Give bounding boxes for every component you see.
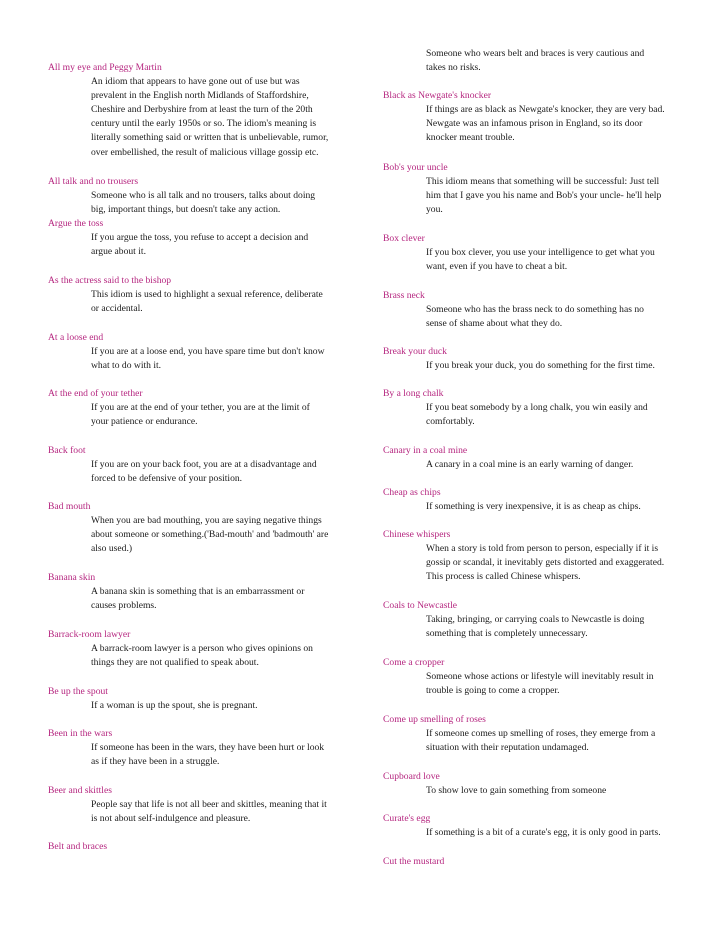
- idiom-term: Cheap as chips: [383, 487, 441, 498]
- idiom-term: At the end of your tether: [48, 388, 143, 399]
- idiom-term: By a long chalk: [383, 388, 444, 399]
- definition-line: Newgate was an infamous prison in England, so its door: [426, 118, 643, 130]
- idiom-entry: [48, 840, 358, 854]
- idiom-entry: [383, 599, 703, 641]
- idiom-entry: [383, 232, 703, 274]
- idiom-definition: [91, 231, 358, 259]
- definition-line: or accidental.: [91, 303, 143, 315]
- idiom-definition: [426, 826, 703, 840]
- definition-line: takes no risks.: [426, 62, 481, 74]
- definition-line: trouble is going to come a cropper.: [426, 685, 560, 697]
- idiom-term: Box clever: [383, 233, 425, 244]
- idiom-entry: [48, 444, 358, 486]
- definition-line: Someone whose actions or lifestyle will inevitably result in: [426, 671, 654, 683]
- definition-line: This process is called Chinese whispers.: [426, 571, 581, 583]
- idiom-definition: [91, 642, 358, 670]
- idiom-definition: [426, 47, 703, 75]
- definition-line: People say that life is not all beer and skittles, meaning that it: [91, 799, 327, 811]
- idiom-term: Break your duck: [383, 346, 447, 357]
- idiom-definition: [91, 514, 358, 556]
- idiom-entry: [48, 61, 358, 160]
- idiom-entry: [48, 571, 358, 613]
- idiom-term: Cupboard love: [383, 771, 440, 782]
- definition-line: comfortably.: [426, 416, 475, 428]
- idiom-definition: [426, 103, 703, 145]
- idiom-definition: [91, 741, 358, 769]
- definition-line: causes problems.: [91, 600, 157, 612]
- definition-line: situation with their reputation undamaged.: [426, 742, 589, 754]
- idiom-entry: [48, 685, 358, 713]
- idiom-definition: [91, 75, 358, 160]
- definition-line: This idiom means that something will be successful: Just tell: [426, 176, 660, 188]
- idiom-definition: [91, 585, 358, 613]
- definition-line: over embellished, the result of malicious village gossip etc.: [91, 146, 319, 158]
- idiom-entry: [48, 628, 358, 670]
- idiom-entry: [48, 175, 358, 217]
- idiom-entry: [383, 47, 703, 75]
- idiom-entry: [383, 89, 703, 145]
- definition-line: When a story is told from person to person, especially if it is: [426, 543, 659, 555]
- idiom-entry: [48, 331, 358, 373]
- idiom-entry: [48, 727, 358, 769]
- definition-line: When you are bad mouthing, you are saying negative things: [91, 515, 322, 527]
- idiom-entry: [48, 217, 358, 259]
- idiom-term: All my eye and Peggy Martin: [48, 62, 162, 73]
- idiom-entry: [383, 345, 703, 373]
- definition-line: This idiom is used to highlight a sexual reference, deliberate: [91, 289, 323, 301]
- idiom-definition: [426, 500, 703, 514]
- idiom-term: All talk and no trousers: [48, 176, 139, 187]
- idiom-term: Canary in a coal mine: [383, 445, 468, 456]
- idiom-definition: [426, 670, 703, 698]
- idiom-term: Barrack-room lawyer: [48, 629, 131, 640]
- definition-line: If you are at the end of your tether, you are at the limit of: [91, 402, 310, 414]
- definition-line: sense of shame about what they do.: [426, 318, 563, 330]
- definition-line: prevalent in the English north Midlands of Staffordshire,: [91, 90, 309, 102]
- definition-line: want, even if you have to cheat a bit.: [426, 261, 568, 273]
- definition-line: If you are at a loose end, you have spare time but don't know: [91, 346, 325, 358]
- definition-line: knocker meant trouble.: [426, 132, 515, 144]
- idiom-term: As the actress said to the bishop: [48, 275, 172, 286]
- idiom-definition: [91, 458, 358, 486]
- definition-line: Someone who has the brass neck to do something has no: [426, 304, 644, 316]
- definition-line: about someone or something.('Bad-mouth' and 'badmouth' are: [91, 529, 329, 541]
- idiom-entry: [383, 855, 703, 869]
- idiom-entry: [48, 274, 358, 316]
- definition-line: If you are on your back foot, you are at a disadvantage and: [91, 459, 317, 471]
- idiom-entry: [383, 770, 703, 798]
- definition-line: something that is completely unnecessary.: [426, 628, 588, 640]
- idiom-term: Back foot: [48, 445, 86, 456]
- idiom-definition: [426, 303, 703, 331]
- idiom-definition: [91, 401, 358, 429]
- idiom-term: Bob's your uncle: [383, 162, 448, 173]
- definition-line: things they are not qualified to speak about.: [91, 657, 259, 669]
- idiom-entry: [383, 486, 703, 514]
- idiom-term: Cut the mustard: [383, 856, 445, 867]
- definition-line: If you break your duck, you do something for the first time.: [426, 360, 655, 372]
- definition-line: Taking, bringing, or carrying coals to Newcastle is doing: [426, 614, 645, 626]
- idiom-definition: [91, 798, 358, 826]
- idiom-term: Come up smelling of roses: [383, 714, 486, 725]
- idiom-term: Argue the toss: [48, 218, 104, 229]
- idiom-definition: [91, 699, 358, 713]
- definition-line: also used.): [91, 543, 133, 555]
- definition-line: If someone comes up smelling of roses, they emerge from a: [426, 728, 656, 740]
- definition-line: A banana skin is something that is an embarrassment or: [91, 586, 305, 598]
- definition-line: argue about it.: [91, 246, 146, 258]
- idiom-term: Banana skin: [48, 572, 96, 583]
- idiom-entry: [383, 444, 703, 472]
- idiom-definition: [91, 189, 358, 217]
- idiom-term: Black as Newgate's knocker: [383, 90, 492, 101]
- idiom-entry: [48, 500, 358, 556]
- definition-line: century until the early 1950s or so. The idiom's meaning is: [91, 118, 317, 130]
- definition-line: If something is very inexpensive, it is as cheap as chips.: [426, 501, 641, 513]
- definition-line: what to do with it.: [91, 360, 162, 372]
- idiom-term: Be up the spout: [48, 686, 108, 697]
- idiom-definition: [426, 175, 703, 217]
- definition-line: An idiom that appears to have gone out of use but was: [91, 76, 300, 88]
- definition-line: If you box clever, you use your intelligence to get what you: [426, 247, 655, 259]
- idiom-term: Come a cropper: [383, 657, 445, 668]
- definition-line: Someone who is all talk and no trousers, talks about doing: [91, 190, 316, 202]
- definition-line: If a woman is up the spout, she is pregnant.: [91, 700, 258, 712]
- idiom-entry: [383, 812, 703, 840]
- idiom-entry: [48, 387, 358, 429]
- definition-line: To show love to gain something from someone: [426, 785, 607, 797]
- idiom-entry: [383, 161, 703, 217]
- idiom-entry: [383, 528, 703, 584]
- definition-line: as if they have been in a struggle.: [91, 756, 220, 768]
- definition-line: Cheshire and Derbyshire from at least the turn of the 20th: [91, 104, 313, 116]
- definition-line: A barrack-room lawyer is a person who gives opinions on: [91, 643, 313, 655]
- definition-line: If things are as black as Newgate's knocker, they are very bad.: [426, 104, 665, 116]
- idiom-term: Chinese whispers: [383, 529, 451, 540]
- idiom-definition: [426, 542, 703, 584]
- idiom-definition: [91, 345, 358, 373]
- idiom-definition: [91, 288, 358, 316]
- idiom-definition: [426, 613, 703, 641]
- definition-line: If someone has been in the wars, they have been hurt or look: [91, 742, 325, 754]
- definition-line: forced to be defensive of your position.: [91, 473, 243, 485]
- definition-line: you.: [426, 204, 443, 216]
- definition-line: is not about self-indulgence and pleasure.: [91, 813, 251, 825]
- definition-line: If something is a bit of a curate's egg, it is only good in parts.: [426, 827, 661, 839]
- idiom-definition: [426, 401, 703, 429]
- idiom-entry: [383, 289, 703, 331]
- definition-line: him that I gave you his name and Bob's your uncle- he'll help: [426, 190, 662, 202]
- idiom-entry: [383, 387, 703, 429]
- idiom-entry: [48, 784, 358, 826]
- idiom-term: Curate's egg: [383, 813, 431, 824]
- definition-line: If you argue the toss, you refuse to accept a decision and: [91, 232, 309, 244]
- definition-line: If you beat somebody by a long chalk, you win easily and: [426, 402, 648, 414]
- definition-line: Someone who wears belt and braces is very cautious and: [426, 48, 645, 59]
- idiom-term: Brass neck: [383, 290, 425, 301]
- definition-line: literally something said or written that is unbelievable, rumor,: [91, 132, 329, 144]
- idiom-term: At a loose end: [48, 332, 104, 343]
- definition-line: your patience or endurance.: [91, 416, 198, 428]
- idiom-term: Been in the wars: [48, 728, 113, 739]
- idiom-term: Coals to Newcastle: [383, 600, 458, 611]
- idiom-definition: [426, 359, 703, 373]
- idiom-definition: [426, 727, 703, 755]
- definition-line: gossip or scandal, it inevitably gets distorted and exaggerated.: [426, 557, 665, 569]
- idiom-definition: [426, 784, 703, 798]
- definition-line: big, important things, but doesn't take any action.: [91, 204, 281, 216]
- idiom-entry: [383, 713, 703, 755]
- idiom-term: Bad mouth: [48, 501, 91, 512]
- definition-line: A canary in a coal mine is an early warning of danger.: [426, 459, 634, 471]
- idiom-definition: [426, 458, 703, 472]
- idiom-entry: [383, 656, 703, 698]
- idiom-definition: [426, 246, 703, 274]
- idiom-term: Beer and skittles: [48, 785, 112, 796]
- idiom-term: Belt and braces: [48, 841, 108, 852]
